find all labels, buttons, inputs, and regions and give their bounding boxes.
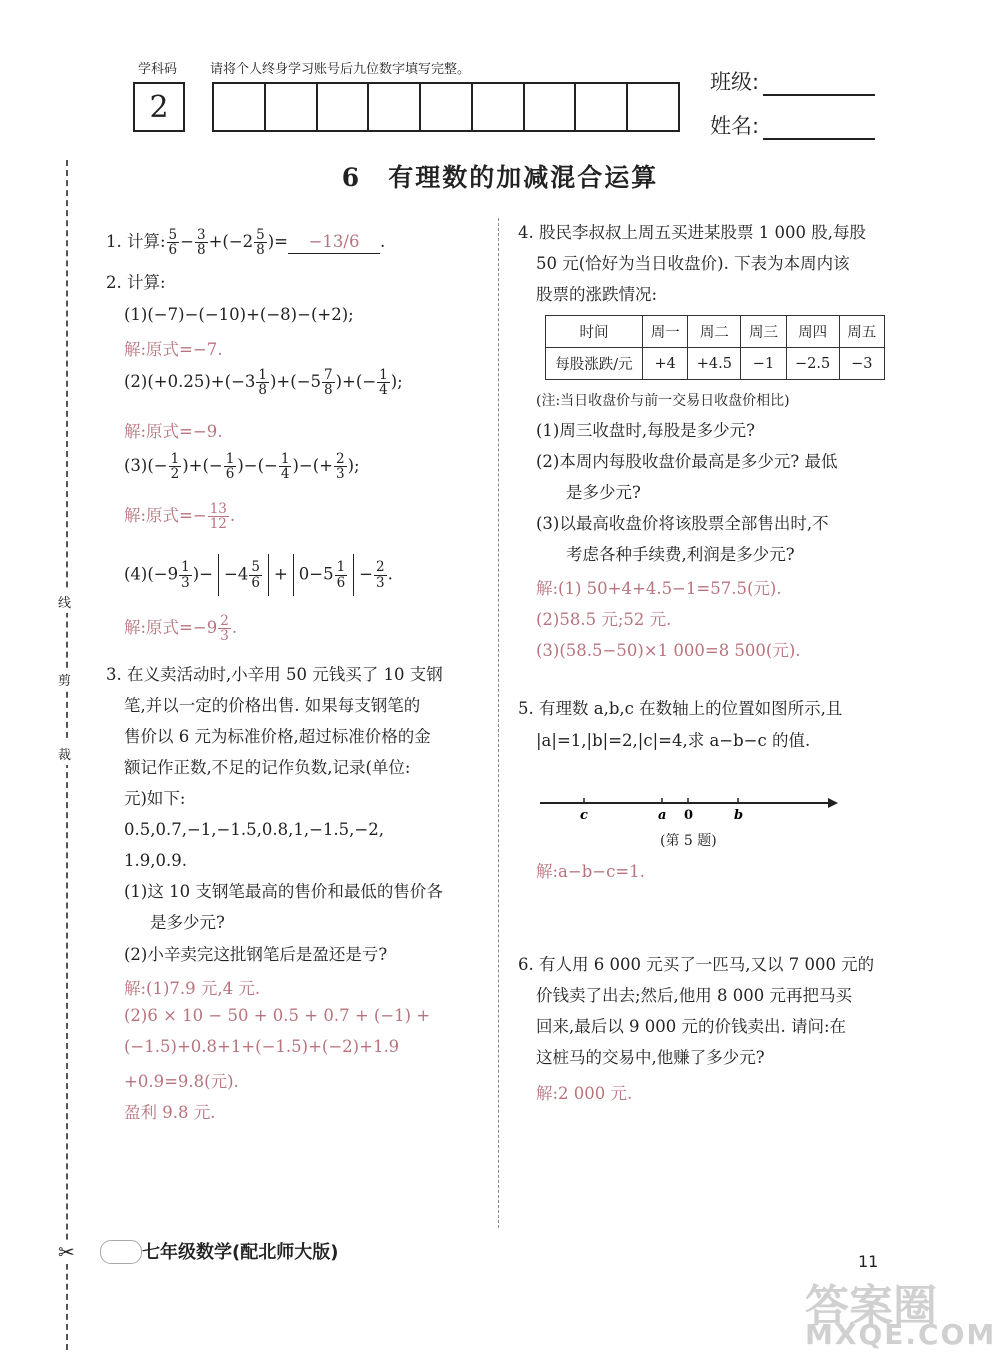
q3-sub1a: (1)这 10 支钢笔最高的售价和最低的售价各 (124, 882, 443, 901)
table-cell: 周一 (643, 316, 688, 348)
digit-cell-5[interactable] (421, 84, 473, 130)
q2-answer4: 解:原式=−9 $\frac{2}{3}$ . (124, 613, 238, 645)
q4-line2: 50 元(恰好为当日收盘价). 下表为本周内该 (536, 254, 850, 273)
q3-line7: 1.9,0.9. (124, 851, 187, 870)
q1: 1. 计算: $\frac{5}{6}$ − $\frac{3}{8}$ +(−2 $\frac{5}{8}$ )= −13/6 . (106, 227, 386, 259)
digit-cell-9[interactable] (628, 84, 678, 130)
book-title: 七年级数学(配北师大版) (142, 1242, 339, 1263)
q3-answer5: 盈利 9.8 元. (124, 1103, 216, 1122)
q5-line1: 5. 有理数 a,b,c 在数轴上的位置如图所示,且 (518, 699, 843, 718)
q3-line3: 售价以 6 元为标准价格,超过标准价格的金 (124, 727, 431, 746)
q3-answer2: (2)6 × 10 − 50 + 0.5 + 0.7 + (−1) + (124, 1006, 431, 1025)
q3-line4: 额记作正数,不足的记作负数,记录(单位: (124, 758, 411, 777)
table-cell: −2.5 (786, 348, 839, 380)
q2-answer2: 解:原式=−9. (124, 422, 223, 441)
q3-line1: 3. 在义卖活动时,小辛用 50 元钱买了 10 支钢 (106, 665, 443, 684)
watermark-logo: 答案圈 (805, 1281, 937, 1332)
label-a: a (658, 808, 667, 823)
table-cell: 周二 (688, 316, 741, 348)
q3-line6: 0.5,0.7,−1,−1.5,0.8,1,−1.5,−2, (124, 820, 384, 839)
digit-cell-3[interactable] (318, 84, 370, 130)
q1-answer: −13/6 (288, 231, 380, 253)
class-field (710, 66, 875, 96)
q2-answer3: 解:原式=− $\frac{13}{12}$ . (124, 501, 236, 533)
table-cell: 周四 (786, 316, 839, 348)
q4-sub3b: 考虑各种手续费,利润是多少元? (566, 545, 795, 564)
class-label: 班级: (710, 70, 760, 94)
table-cell: +4 (643, 348, 688, 380)
digit-cell-7[interactable] (525, 84, 577, 130)
cut-char-trim: 裁 (58, 742, 71, 765)
q3-sub1b: 是多少元? (150, 913, 225, 932)
q6-answer: 解:2 000 元. (536, 1084, 633, 1103)
q4-sub3a: (3)以最高收盘价将该股票全部售出时,不 (536, 514, 829, 533)
digit-cell-2[interactable] (266, 84, 318, 130)
digit-cell-4[interactable] (369, 84, 421, 130)
q6-line2: 价钱卖了出去;然后,他用 8 000 元再把马买 (536, 986, 853, 1005)
digit-cell-1[interactable] (214, 84, 266, 130)
q4-note: (注:当日收盘价与前一交易日收盘价相比) (536, 393, 790, 409)
class-input-line[interactable] (763, 72, 875, 96)
q2-label: 2. 计算: (106, 273, 166, 292)
stock-table-header (546, 316, 885, 348)
digit-cell-6[interactable] (473, 84, 525, 130)
footer-decoration (100, 1240, 142, 1264)
q2-part2: (2)(+0.25)+(−3 $\frac{1}{8}$ )+(−5 $\frac{7}{8}$ )+(− $\frac{1}{4}$ ); (124, 367, 403, 399)
name-field (710, 110, 875, 140)
q3-line5: 元)如下: (124, 789, 186, 808)
watermark-url: MXQE.COM (805, 1318, 997, 1351)
q4-sub1: (1)周三收盘时,每股是多少元? (536, 421, 755, 440)
q4-answer3: (3)(58.5−50)×1 000=8 500(元). (536, 641, 801, 660)
q4-line3: 股票的涨跌情况: (536, 285, 658, 304)
q3-answer3: (−1.5)+0.8+1+(−1.5)+(−2)+1.9 (124, 1037, 400, 1056)
q4-line1: 4. 股民李叔叔上周五买进某股票 1 000 股,每股 (518, 223, 866, 242)
page-number: 11 (858, 1252, 879, 1271)
subject-code-box: 2 (133, 82, 185, 132)
subject-code-label: 学科码 (138, 62, 178, 77)
q4-answer2: (2)58.5 元;52 元. (536, 610, 672, 629)
scissors-icon: ✂ (58, 1240, 75, 1264)
q2-answer1: 解:原式=−7. (124, 340, 223, 359)
q4-sub2a: (2)本周内每股收盘价最高是多少元? 最低 (536, 452, 838, 471)
figure-caption: (第 5 题) (660, 833, 717, 849)
q3-line2: 笔,并以一定的价格出售. 如果每支钢笔的 (124, 696, 421, 715)
q4-answer1: 解:(1) 50+4+4.5−1=57.5(元). (536, 579, 782, 598)
account-instruction: 请将个人终身学习账号后九位数字填写完整。 (210, 62, 471, 77)
table-cell: 周五 (839, 316, 884, 348)
table-cell: 时间 (546, 316, 643, 348)
q2-part1: (1)(−7)−(−10)+(−8)−(+2); (124, 305, 354, 324)
number-line-figure (536, 785, 846, 825)
q5-line2: |a|=1,|b|=2,|c|=4,求 a−b−c 的值. (536, 731, 811, 750)
q3-answer1: 解:(1)7.9 元,4 元. (124, 979, 261, 998)
q3-sub2: (2)小辛卖完这批钢笔后是盈还是亏? (124, 945, 388, 964)
cut-char-cut: 剪 (58, 668, 71, 691)
q4-sub2b: 是多少元? (566, 483, 641, 502)
q3-answer4: +0.9=9.8(元). (124, 1072, 239, 1091)
name-label: 姓名: (710, 114, 760, 138)
label-zero: 0 (684, 808, 694, 823)
q2-part4: (4)(−9 $\frac{1}{3}$ )− −4 $\frac{5}{6}$ + 0−5 $\frac{1}{6}$ − $\frac{2}{3}$ . (124, 554, 393, 596)
table-cell: −1 (741, 348, 786, 380)
stock-table (545, 315, 885, 380)
account-digit-boxes (212, 82, 680, 132)
label-b: b (734, 808, 744, 823)
q6-line1: 6. 有人用 6 000 元买了一匹马,又以 7 000 元的 (518, 955, 875, 974)
cut-char-line: 线 (58, 590, 71, 613)
column-separator (498, 218, 499, 1228)
stock-table-row (546, 348, 885, 380)
q5-answer: 解:a−b−c=1. (536, 862, 645, 881)
arrow-right-icon (828, 798, 838, 808)
table-cell: −3 (839, 348, 884, 380)
table-cell: 每股涨跌/元 (546, 348, 643, 380)
label-c: c (580, 808, 588, 823)
q6-line3: 回来,最后以 9 000 元的价钱卖出. 请问:在 (536, 1017, 847, 1036)
q6-line4: 这桩马的交易中,他赚了多少元? (536, 1048, 765, 1067)
q2-part3: (3)(− $\frac{1}{2}$ )+(− $\frac{1}{6}$ )−(− $\frac{1}{4}$ )−(+ $\frac{2}{3}$ ); (124, 451, 360, 483)
table-cell: +4.5 (688, 348, 741, 380)
page-title: 6 有理数的加减混合运算 (341, 163, 659, 192)
name-input-line[interactable] (763, 116, 875, 140)
table-cell: 周三 (741, 316, 786, 348)
digit-cell-8[interactable] (576, 84, 628, 130)
